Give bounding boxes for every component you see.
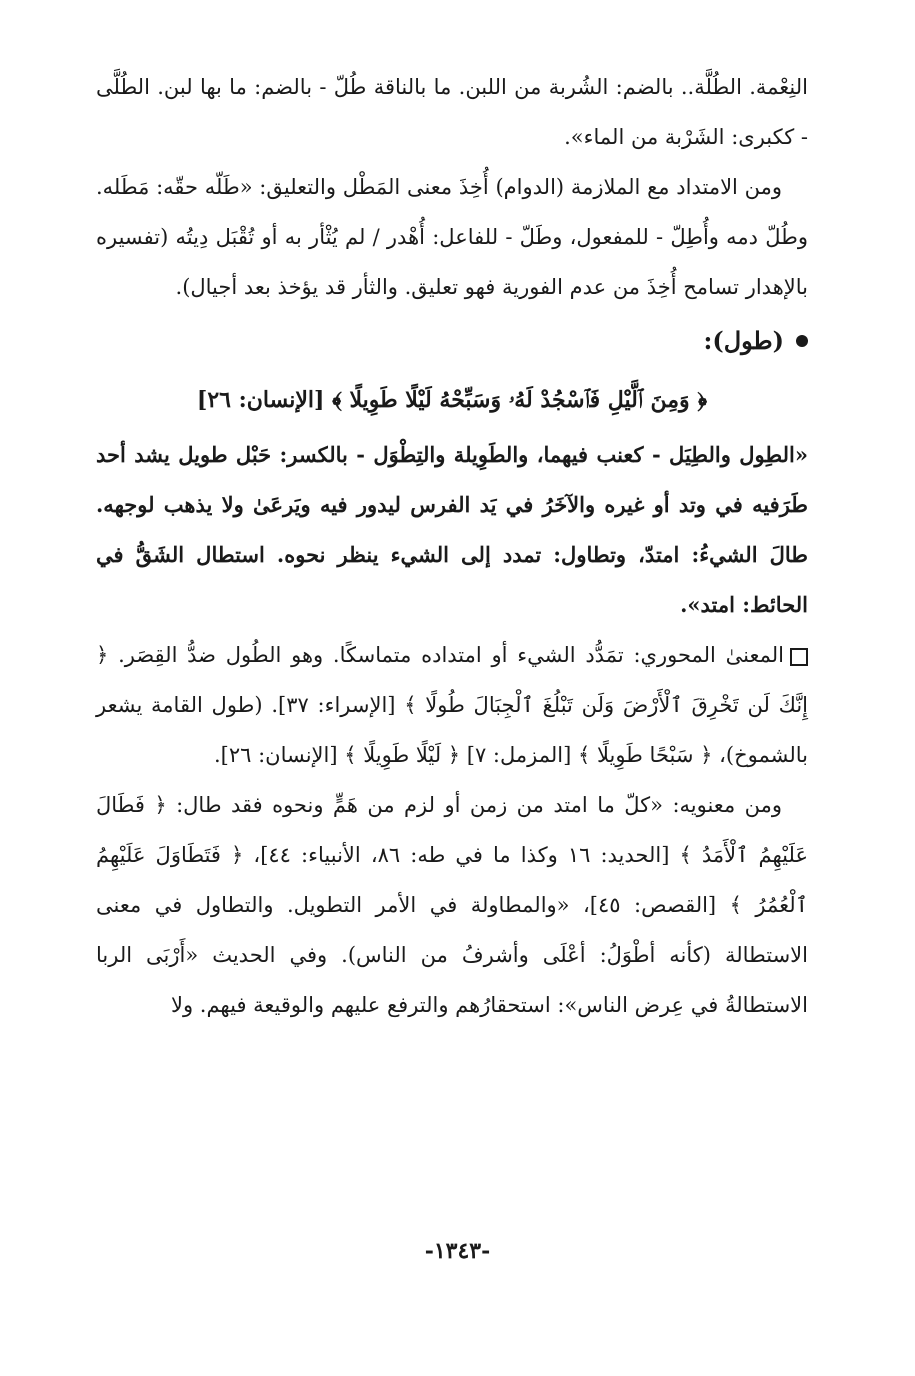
page-number: -١٣٤٣- xyxy=(424,1238,491,1264)
quran-verse: ﴿ وَمِنَ ٱلَّيْلِ فَٱسْجُدْ لَهُۥ وَسَبِّحْهُ لَيْلًا طَوِيلًا ﴾ [الإنسان: ٢٦] xyxy=(196,387,708,413)
paragraph-2: ومن الامتداد مع الملازمة (الدوام) أُخِذَ معنى المَطْل والتعليق: «طَلّه حقّه: مَطَله. وطُلّ دمه وأُطِلّ - للمفعول، وطَلّ - للفاعل: أُهْدر / لم يُثْأر به أو تُقْبَل دِيتُه (تفسيره بالإهدار تسامح أُخِذَ من عدم الفورية فهو تعليق. والثأر قد يؤخذ بعد أجيال). xyxy=(96,175,808,299)
core-meaning-text: المعنىٰ المحوري: تمَدُّد الشيء أو امتداده متماسكًا. وهو الطُول ضدُّ القِصَر. ﴿ إِنَّكَ لَن تَخْرِقَ ٱلْأَرْضَ وَلَن تَبْلُغَ ٱلْجِبَالَ طُولًا ﴾ [الإسراء: ٣٧]. (طول القامة يشعر بالشموخ)، ﴿ سَبْحًا طَوِيلًا ﴾ [المزمل: ٧] ﴿ لَيْلًا طَوِيلًا ﴾ [الإنسان: ٢٦]. xyxy=(96,643,808,767)
page-body xyxy=(96,62,808,1030)
bullet-icon xyxy=(796,335,808,347)
core-meaning-paragraph xyxy=(96,630,808,780)
square-box-icon xyxy=(790,648,808,666)
lexical-definition: «الطِول والطِيَل - كعنب فيهما، والطَوِيلة والتِطْوَل - بالكسر: حَبْل طويل يشد أحد طَرَفيه في وتد أو غيره والآخَرُ في يَد الفرس ليدور فيه ويَرعَىٰ ولا يذهب لوجهه. طالَ الشيءُ: امتدّ، وتطاول: تمدد إلى الشيء ينظر نحوه. استطال الشَقُّ في الحائط: امتد». xyxy=(96,442,808,617)
entry-heading-text: (طول): xyxy=(703,326,784,355)
paragraph-1: النِعْمة. الطُلَّة.. بالضم: الشُربة من اللبن. ما بالناقة طُلّ - بالضم: ما بها لبن. الطُلَّى - ككبرى: الشَرْبة من الماء». xyxy=(96,75,808,149)
entry-heading xyxy=(96,312,808,370)
paragraph-7: ومن معنويه: «كلّ ما امتد من زمن أو لزم من هَمٍّ ونحوه فقد طال: ﴿ فَطَالَ عَلَيْهِمُ ٱلْأَمَدُ ﴾ [الحديد: ١٦ وكذا ما في طه: ٨٦، الأنبياء: ٤٤]، ﴿ فَتَطَاوَلَ عَلَيْهِمُ ٱلْعُمُرُ ﴾ [القصص: ٤٥]، «والمطاولة في الأمر التطويل. والتطاول في معنى الاستطالة (كأنه أطْوَلُ: أعْلَى وأشرفُ من الناس). وفي الحديث «أَرْبَى الربا الاستطالةُ في عِرض الناس»: استحقارُهم والترفع عليهم والوقيعة فيهم. ولا xyxy=(96,793,808,1017)
